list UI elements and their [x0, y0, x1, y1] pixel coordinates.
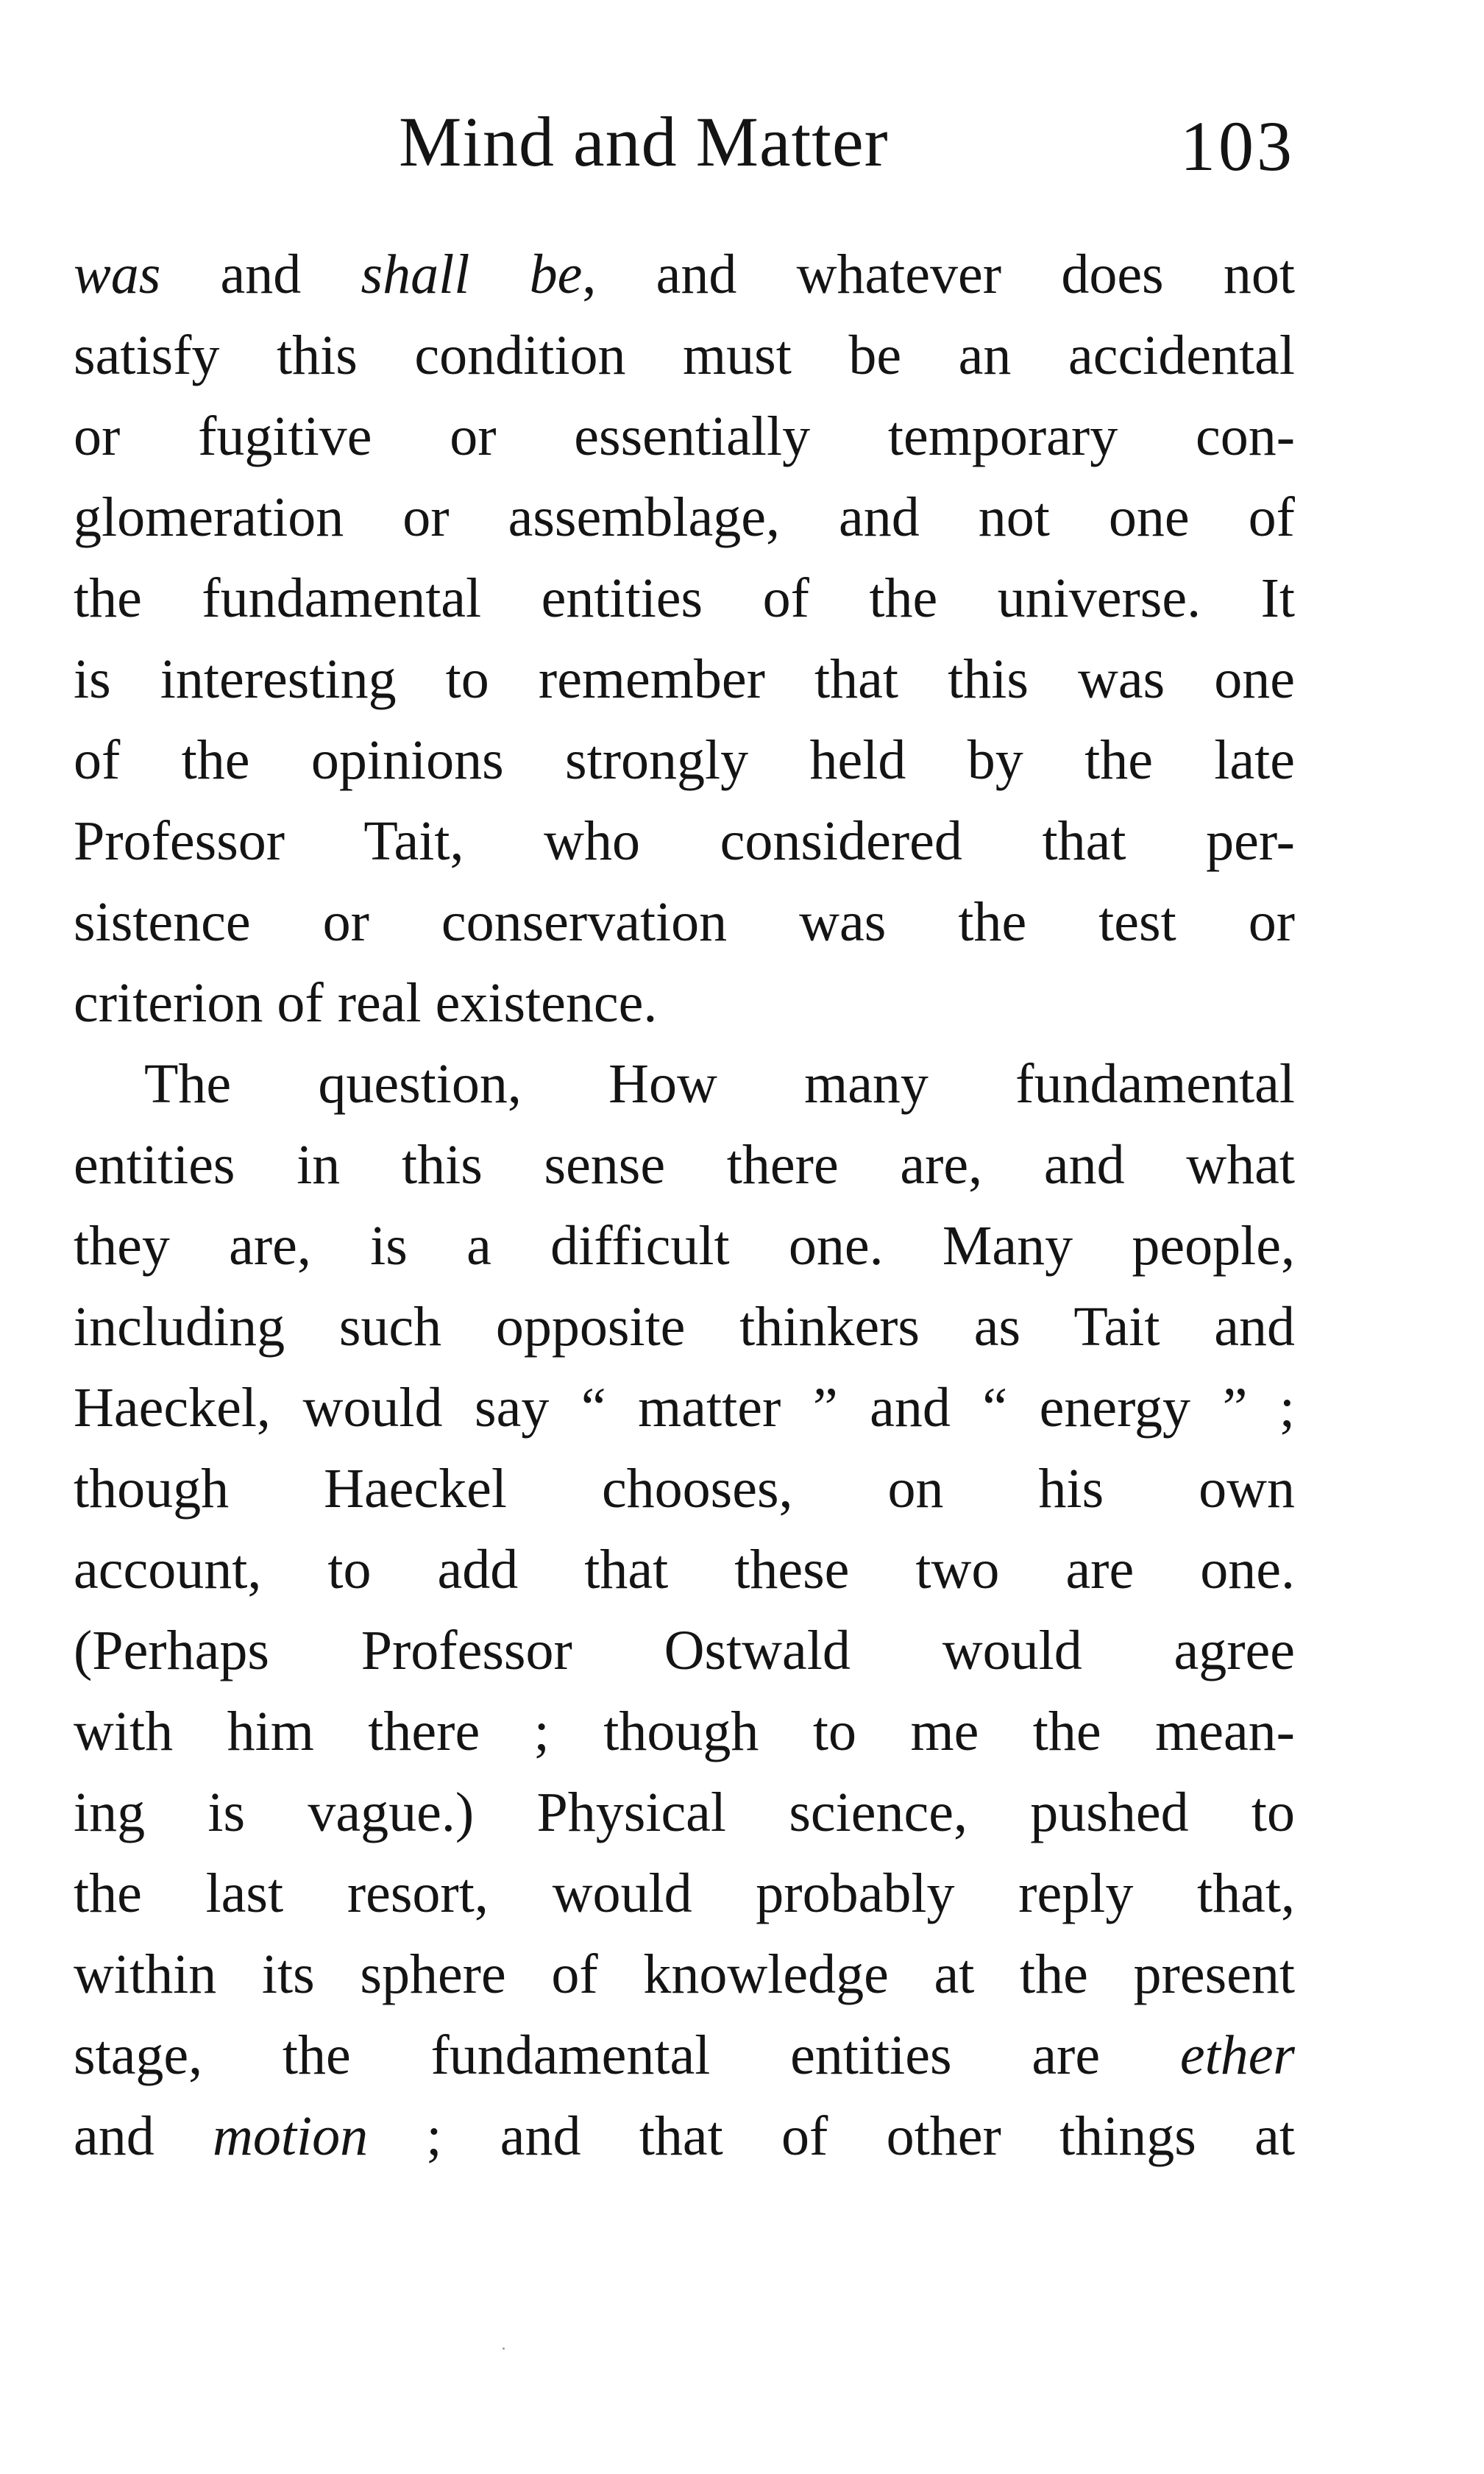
- text-line: [74, 1934, 1295, 2015]
- text-run: of the opinions strongly held by the late: [74, 729, 1295, 791]
- text-line: [74, 801, 1295, 882]
- text-run: with him there ; though to me the mean-: [74, 1701, 1295, 1762]
- text-line: [74, 315, 1295, 396]
- text-run: criterion of real existence.: [74, 972, 658, 1034]
- text-line: [74, 1124, 1295, 1205]
- paper-speck: [503, 2347, 505, 2350]
- text-line: [74, 477, 1295, 558]
- text-line: [74, 1853, 1295, 1934]
- text-run: is interesting to remember that this was one: [74, 648, 1295, 710]
- text-line: [74, 1610, 1295, 1691]
- text-run: ; and that of other things at: [368, 2105, 1295, 2167]
- text-run: (Perhaps Professor Ostwald would agree: [74, 1620, 1295, 1681]
- text-line: [74, 639, 1295, 720]
- text-run: glomeration or assemblage, and not one of: [74, 486, 1295, 548]
- text-line: [74, 963, 1295, 1043]
- text-line: [74, 720, 1295, 801]
- text-line: [74, 2096, 1295, 2177]
- text-run: or fugitive or essentially temporary con-: [74, 405, 1295, 467]
- text-run: and: [74, 2105, 213, 2167]
- text-run: entities in this sense there are, and what: [74, 1134, 1295, 1196]
- text-run: account, to add that these two are one.: [74, 1539, 1295, 1601]
- page-number: 103: [1180, 107, 1295, 185]
- text-run: Haeckel, would say “ matter ” and “ energy ” ;: [74, 1377, 1295, 1439]
- italic-text: was: [74, 244, 161, 305]
- text-line: [74, 882, 1295, 963]
- paragraph: [74, 1043, 1295, 2177]
- italic-text: motion: [213, 2105, 369, 2167]
- text-line: [74, 1205, 1295, 1286]
- text-line: [74, 558, 1295, 639]
- text-run: , and whatever does not: [582, 244, 1295, 305]
- text-line: [74, 2015, 1295, 2096]
- text-line: [74, 1367, 1295, 1448]
- text-run: the last resort, would probably reply that,: [74, 1862, 1295, 1924]
- text-line: [74, 1772, 1295, 1853]
- text-line: [74, 1286, 1295, 1367]
- text-run: The question, How many fundamental: [144, 1053, 1295, 1115]
- text-line: [74, 1448, 1295, 1529]
- paragraph: [74, 234, 1295, 1043]
- text-run: sistence or conservation was the test or: [74, 891, 1295, 953]
- text-run: they are, is a difficult one. Many people,: [74, 1215, 1295, 1277]
- text-line: [74, 1043, 1295, 1124]
- text-run: the fundamental entities of the universe. It: [74, 567, 1295, 629]
- text-run: including such opposite thinkers as Tait and: [74, 1296, 1295, 1358]
- running-head: [74, 102, 1295, 185]
- text-line: [74, 1529, 1295, 1610]
- chapter-title: Mind and Matter: [399, 102, 889, 181]
- text-run: and: [160, 244, 361, 305]
- text-run: stage, the fundamental entities are: [74, 2024, 1180, 2086]
- text-line: [74, 234, 1295, 315]
- text-run: though Haeckel chooses, on his own: [74, 1458, 1295, 1520]
- text-run: Professor Tait, who considered that per-: [74, 810, 1295, 872]
- italic-text: ether: [1179, 2024, 1295, 2086]
- text-line: [74, 396, 1295, 477]
- italic-text: shall be: [361, 244, 583, 305]
- text-run: satisfy this condition must be an accidental: [74, 325, 1295, 386]
- text-run: ing is vague.) Physical science, pushed to: [74, 1782, 1295, 1843]
- text-run: within its sphere of knowledge at the present: [74, 1943, 1295, 2005]
- text-line: [74, 1691, 1295, 1772]
- body-text: [74, 234, 1295, 2177]
